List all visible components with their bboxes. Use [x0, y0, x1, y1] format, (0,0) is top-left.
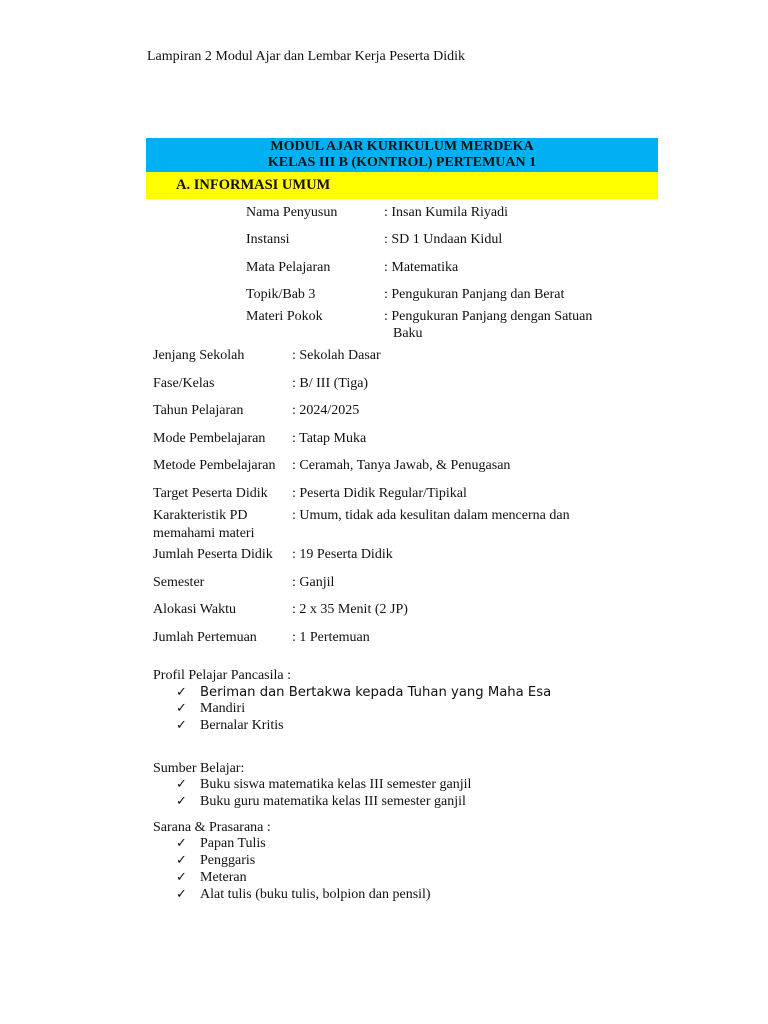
list-item: Alat tulis (buku tulis, bolpion dan pensil)	[200, 887, 431, 902]
info-label: Jumlah Pertemuan	[153, 630, 257, 645]
sumber-heading: Sumber Belajar:	[153, 761, 245, 776]
info-value: : 1 Pertemuan	[292, 630, 370, 645]
info-value: : B/ III (Tiga)	[292, 376, 369, 391]
info-value: : Peserta Didik Regular/Tipikal	[292, 486, 467, 501]
info-value: : Ceramah, Tanya Jawab, & Penugasan	[292, 458, 511, 473]
list-item: Buku siswa matematika kelas III semester ganjil	[200, 777, 472, 792]
list-item: Bernalar Kritis	[200, 718, 284, 733]
info-label: Karakteristik PD	[153, 508, 248, 523]
check-icon: ✓	[176, 777, 187, 792]
info-label: Alokasi Waktu	[153, 602, 236, 617]
info-value: : Pengukuran Panjang dan Berat	[384, 287, 565, 302]
check-icon: ✓	[176, 836, 187, 851]
info-label: Tahun Pelajaran	[153, 403, 244, 418]
check-icon: ✓	[176, 685, 187, 700]
info-value-continuation: Baku	[393, 326, 423, 341]
info-value: : Umum, tidak ada kesulitan dalam mencerna dan	[292, 508, 570, 523]
info-value: : SD 1 Undaan Kidul	[384, 232, 503, 247]
info-label: Jenjang Sekolah	[153, 348, 245, 363]
list-item: Penggaris	[200, 853, 256, 868]
info-label: Topik/Bab 3	[246, 287, 316, 302]
sarana-heading: Sarana & Prasarana :	[153, 820, 271, 835]
check-icon: ✓	[176, 887, 187, 902]
check-icon: ✓	[176, 701, 187, 716]
info-value: : Sekolah Dasar	[292, 348, 381, 363]
info-label: Nama Penyusun	[246, 205, 338, 220]
check-icon: ✓	[176, 794, 187, 809]
info-value: : Tatap Muka	[292, 431, 367, 446]
info-label: Instansi	[246, 232, 290, 247]
list-item: Buku guru matematika kelas III semester ganjil	[200, 794, 466, 809]
check-icon: ✓	[176, 853, 187, 868]
check-icon: ✓	[176, 718, 187, 733]
info-label: Materi Pokok	[246, 309, 323, 324]
profil-heading: Profil Pelajar Pancasila :	[153, 668, 292, 683]
info-label: Semester	[153, 575, 205, 590]
check-icon: ✓	[176, 870, 187, 885]
info-label: Mata Pelajaran	[246, 260, 331, 275]
info-value: : Pengukuran Panjang dengan Satuan	[384, 309, 593, 324]
list-item: Papan Tulis	[200, 836, 266, 851]
class-title: KELAS III B (KONTROL) PERTEMUAN 1	[267, 155, 537, 170]
module-title: MODUL AJAR KURIKULUM MERDEKA	[270, 139, 534, 154]
list-item: Mandiri	[200, 701, 246, 716]
section-heading-informasi-umum: A. INFORMASI UMUM	[176, 177, 331, 193]
info-value: : Matematika	[384, 260, 459, 275]
document-caption: Lampiran 2 Modul Ajar dan Lembar Kerja Peserta Didik	[147, 49, 466, 64]
info-value: : Ganjil	[292, 575, 335, 590]
info-value: : 19 Peserta Didik	[292, 547, 393, 562]
info-label-continuation: memahami materi	[153, 526, 255, 541]
info-value: : 2 x 35 Menit (2 JP)	[292, 602, 408, 617]
info-label: Mode Pembelajaran	[153, 431, 266, 446]
info-label: Jumlah Peserta Didik	[153, 547, 273, 562]
info-label: Metode Pembelajaran	[153, 458, 276, 473]
info-value: : 2024/2025	[292, 403, 360, 418]
info-label: Target Peserta Didik	[153, 486, 268, 501]
list-item: Meteran	[200, 870, 247, 885]
info-value: : Insan Kumila Riyadi	[384, 205, 509, 220]
list-item: Beriman dan Bertakwa kepada Tuhan yang Maha Esa	[200, 685, 552, 700]
info-label: Fase/Kelas	[153, 376, 215, 391]
